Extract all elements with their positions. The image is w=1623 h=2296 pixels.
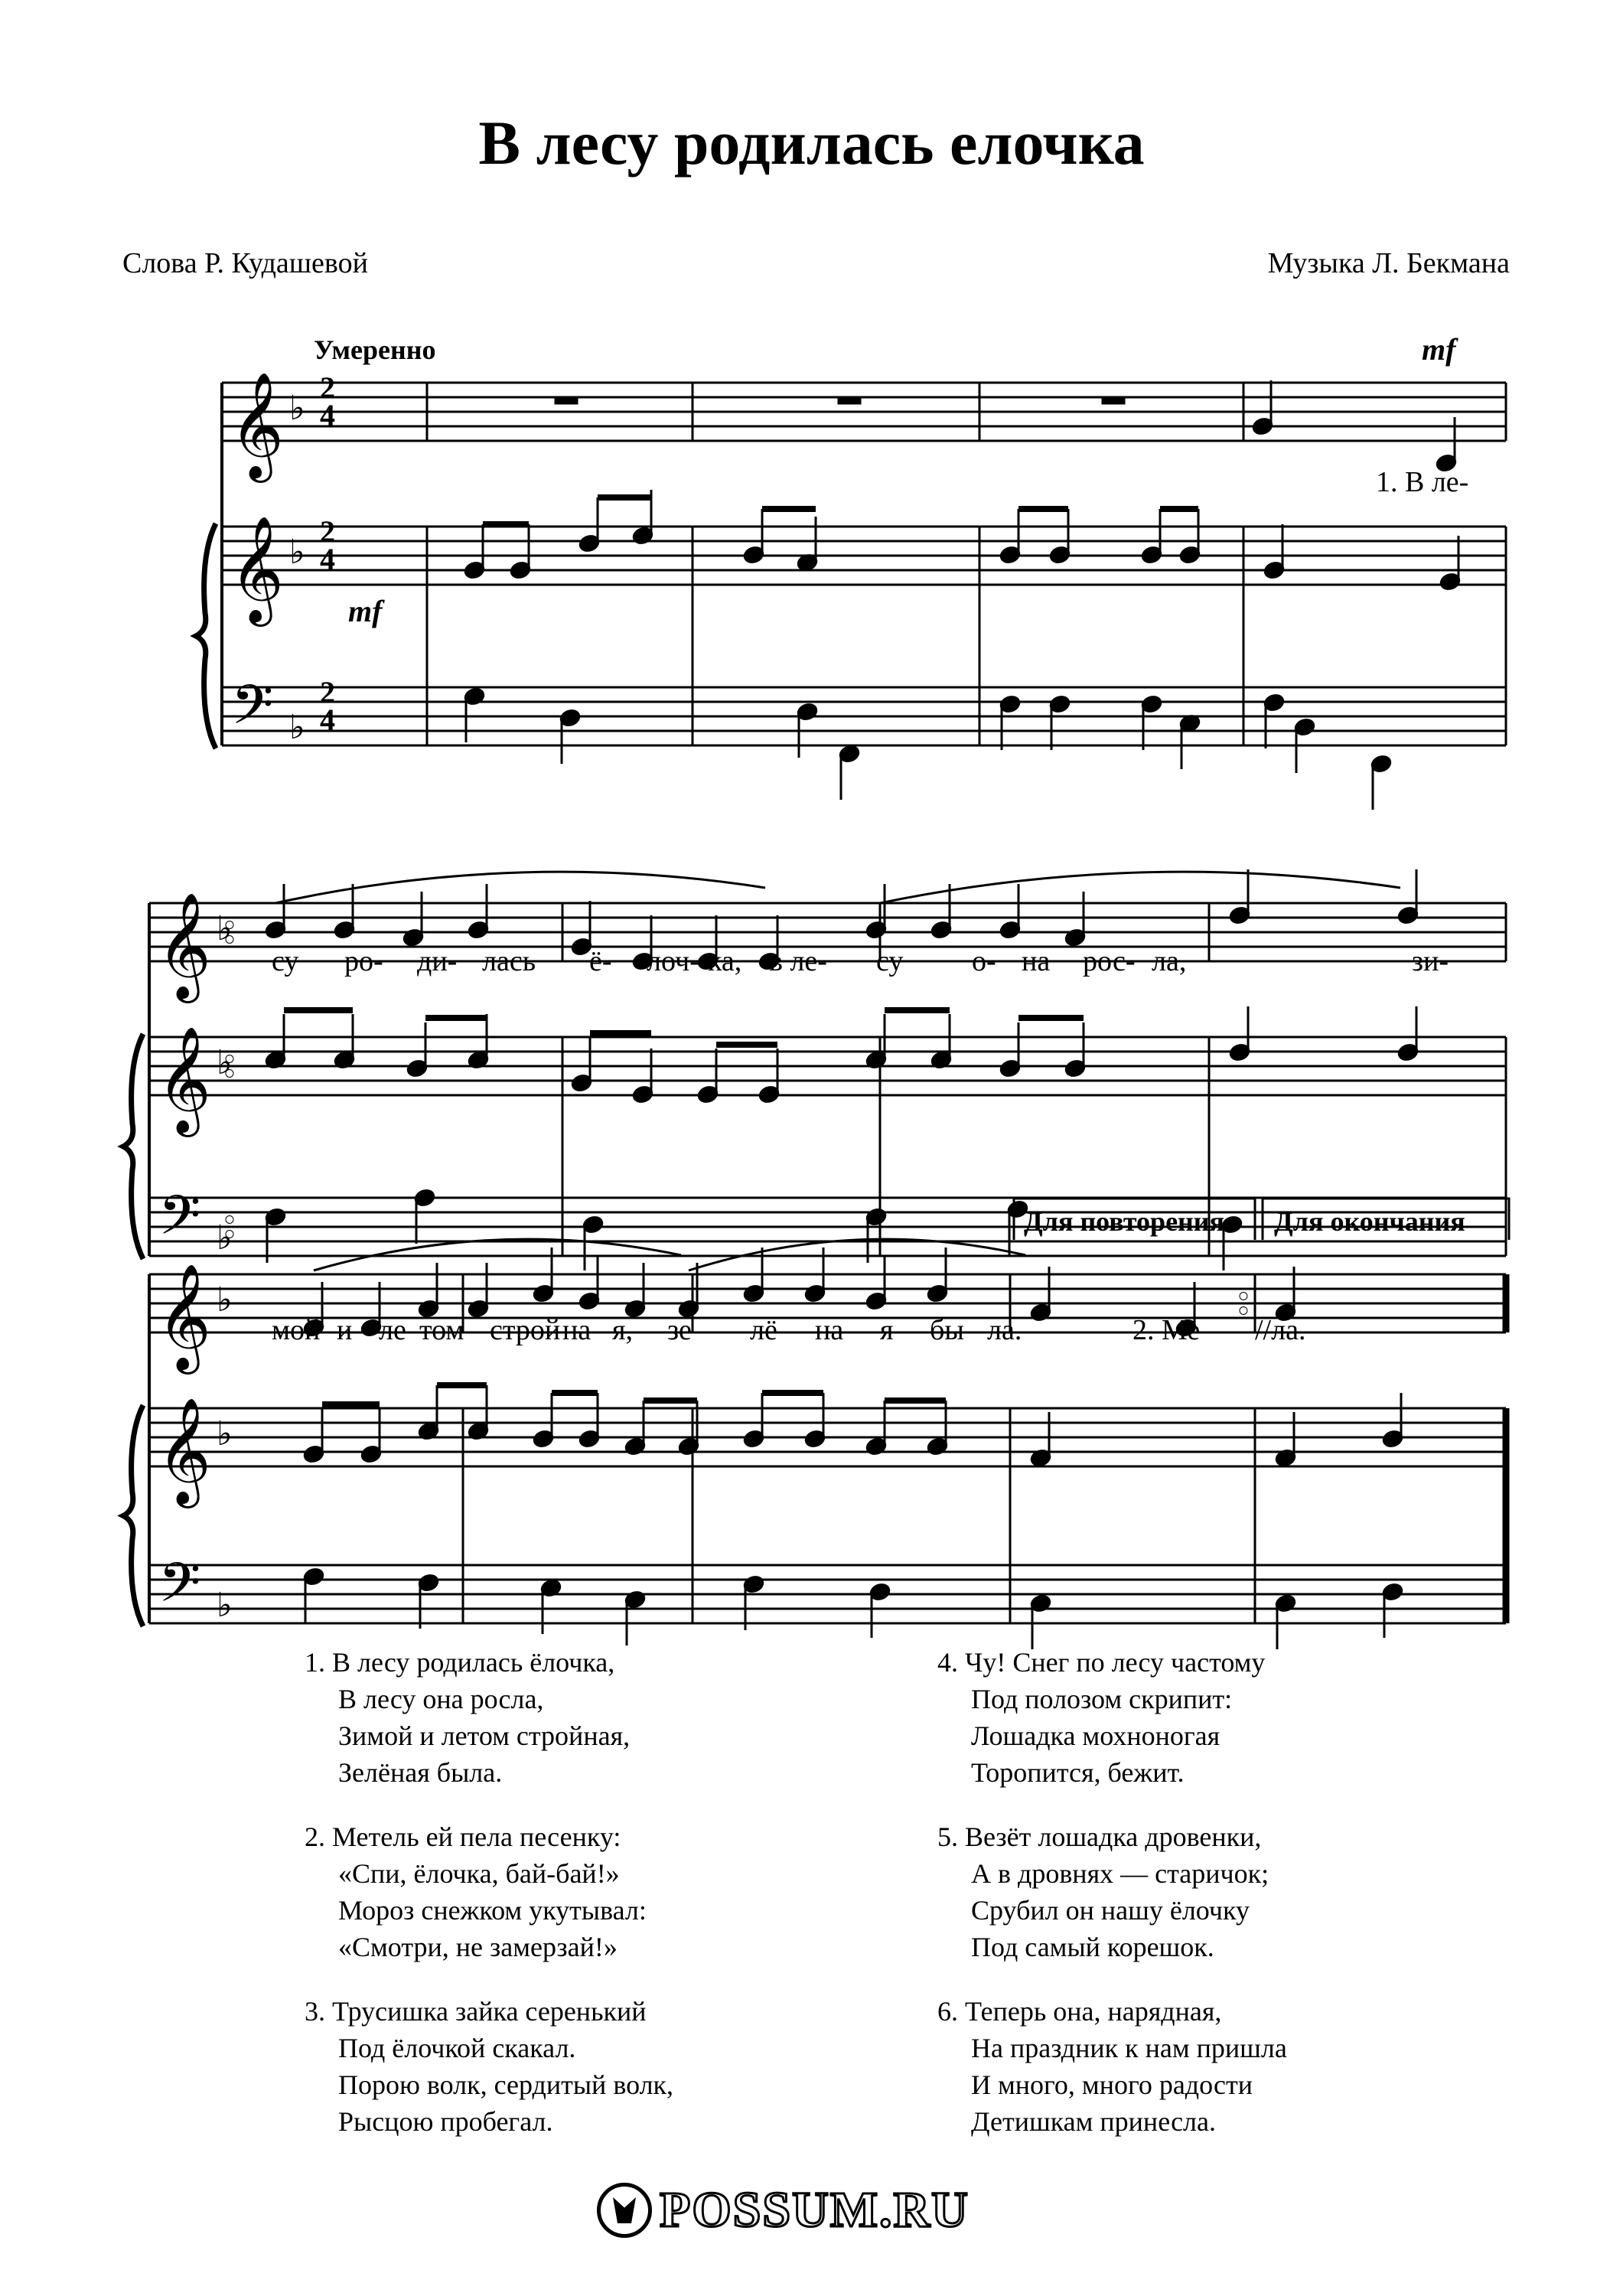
verse-line: 2. Метель ей пела песенку: <box>305 1821 621 1852</box>
flat-key-signature-icon: ♭ <box>217 1219 233 1257</box>
brace <box>123 1034 143 1259</box>
verse-line: Торопится, бежит. <box>971 1757 1185 1788</box>
lyric-syllable: на- <box>562 1314 601 1346</box>
lyric-syllable: ё- <box>589 945 612 977</box>
piano-dynamic: mf <box>348 594 383 628</box>
verse-line: «Смотри, не замерзай!» <box>338 1932 618 1962</box>
possum-logo-icon <box>597 2183 652 2238</box>
music-credit: Музыка Л. Бекмана <box>1267 247 1510 279</box>
verse-line: На праздник к нам пришла <box>971 2033 1287 2063</box>
verse-line: Детишкам принесла. <box>971 2106 1216 2137</box>
bass-clef-icon: 𝄢 <box>158 1186 201 1259</box>
flat-key-signature-icon: ♭ <box>289 390 305 427</box>
verse-line: Под самый корешок. <box>971 1932 1214 1962</box>
verse-line: 4. Чу! Снег по лесу частому <box>937 1647 1266 1678</box>
lyric-syllable: мой <box>272 1314 321 1346</box>
second-ending-label: Для окончания <box>1274 1206 1465 1237</box>
treble-clef-icon: 𝄞 <box>157 1266 211 1368</box>
lyric-syllable: зи- <box>1412 945 1449 977</box>
verse-line: Порою волк, сердитый волк, <box>338 2069 674 2100</box>
lyric-syllable: в ле- <box>769 945 827 977</box>
whole-rest <box>555 397 578 404</box>
time-sig-bottom: 4 <box>320 542 335 576</box>
verse-5 <box>937 1818 1269 1965</box>
whole-rest <box>1102 397 1125 404</box>
verse-line: Зелёная была. <box>338 1757 503 1788</box>
brace <box>196 523 216 748</box>
flat-key-signature-icon: ♭ <box>217 1415 233 1453</box>
verse-line: В лесу она росла, <box>338 1684 544 1714</box>
tempo-marking: Умеренно <box>314 334 436 365</box>
slur <box>275 872 765 903</box>
brace <box>123 1405 143 1626</box>
flat-key-signature-icon: ♭ <box>289 533 305 571</box>
verse-line: Срубил он нашу ёлочку <box>971 1895 1250 1926</box>
whole-rest <box>838 397 861 404</box>
lyric-syllable: я, <box>612 1314 633 1346</box>
page-title: В лесу родилась елочка <box>478 108 1145 178</box>
lyric-syllable: лась <box>482 945 536 977</box>
lyric-syllable: ла, <box>1152 945 1187 977</box>
lyric-syllable: и <box>337 1314 353 1346</box>
lyric-syllable: ле- <box>379 1314 416 1346</box>
time-sig-top: 2 <box>320 514 335 549</box>
treble-clef-icon: 𝄞 <box>157 1400 211 1502</box>
lyric-syllable: зе- <box>667 1314 702 1346</box>
verse-line: Под ёлочкой скакал. <box>338 2033 576 2063</box>
verse-3 <box>305 1993 673 2140</box>
treble-clef-icon: 𝄞 <box>157 895 211 996</box>
verse-6 <box>937 1993 1287 2140</box>
flat-key-signature-icon: ♭ <box>217 1044 233 1081</box>
footer-site-link[interactable] <box>597 2181 970 2239</box>
time-sig-bottom: 4 <box>320 398 335 432</box>
repeat-dot <box>1240 1307 1247 1315</box>
time-sig-top: 2 <box>320 370 335 405</box>
lyrics-credit: Слова Р. Кудашевой <box>122 247 368 279</box>
lyric-syllable: о- <box>972 945 996 977</box>
lyric-syllable: //ла. <box>1255 1314 1306 1346</box>
verse-2 <box>305 1818 647 1965</box>
verse-line: А в дровнях — старичок; <box>971 1858 1269 1889</box>
verse-line: «Спи, ёлочка, бай-бай!» <box>338 1858 620 1889</box>
verse-line: Лошадка мохноногая <box>971 1720 1221 1751</box>
lyric-syllable: ди- <box>417 945 458 977</box>
lyric-syllable: лё- <box>750 1314 787 1346</box>
time-sig-top: 2 <box>320 675 335 709</box>
verse-line: 6. Теперь она, нарядная, <box>937 1996 1222 2027</box>
slur <box>880 872 1400 903</box>
lyric-syllable: я <box>880 1314 894 1346</box>
lyric-syllable: бы- <box>930 1314 974 1346</box>
lyric-syllable: су <box>272 945 299 977</box>
verse-line: Зимой и летом стройная, <box>338 1720 631 1751</box>
verse-4 <box>937 1644 1265 1791</box>
verse-line: 1. В лесу родилась ёлочка, <box>305 1647 615 1678</box>
verse-line: Мороз снежком укутывал: <box>338 1895 647 1926</box>
flat-key-signature-icon: ♭ <box>289 709 305 746</box>
verse-1 <box>305 1644 630 1791</box>
lyric-syllable: ро- <box>344 945 383 977</box>
flat-key-signature-icon: ♭ <box>217 1587 233 1624</box>
footer-site-name: POSSUM.RU <box>660 2182 970 2238</box>
verse-line: И много, много радости <box>971 2069 1253 2100</box>
verse-line: Под полозом скрипит: <box>971 1684 1233 1714</box>
verse-line: 5. Везёт лошадка дровенки, <box>937 1821 1262 1852</box>
first-ending-label: Для повторения <box>1024 1206 1225 1237</box>
repeat-dot <box>1240 1293 1247 1300</box>
bass-clef-icon: 𝄢 <box>158 1553 201 1626</box>
lyric-syllable: ка, <box>708 945 742 977</box>
lyric-syllable: 2. Ме- <box>1133 1314 1210 1346</box>
lyric-syllable: су <box>876 945 904 977</box>
lyric-syllable: 1. В ле- <box>1376 466 1469 498</box>
voice-dynamic: mf <box>1422 332 1456 367</box>
time-sig-bottom: 4 <box>320 703 335 737</box>
staff-lines <box>149 383 1506 1623</box>
lyric-syllable: на- <box>815 1314 853 1346</box>
verse-line: Рысцою пробегал. <box>338 2106 553 2137</box>
lyric-syllable: рос- <box>1083 945 1136 977</box>
lyric-syllable: на <box>1022 945 1051 977</box>
treble-clef-icon: 𝄞 <box>230 518 284 620</box>
flat-key-signature-icon: ♭ <box>217 910 233 947</box>
bass-clef-icon: 𝄢 <box>231 675 274 748</box>
time-signatures <box>320 370 335 737</box>
lyric-syllable: ла. <box>987 1314 1022 1346</box>
lyric-syllable: том <box>419 1314 464 1346</box>
treble-clef-icon: 𝄞 <box>157 1029 211 1130</box>
flat-key-signature-icon: ♭ <box>217 1281 233 1319</box>
treble-clef-icon: 𝄞 <box>230 374 284 476</box>
lyric-syllable: лоч- <box>647 945 699 977</box>
lyric-syllable: строй- <box>490 1314 570 1346</box>
verse-line: 3. Трусишка зайка серенький <box>305 1996 647 2027</box>
